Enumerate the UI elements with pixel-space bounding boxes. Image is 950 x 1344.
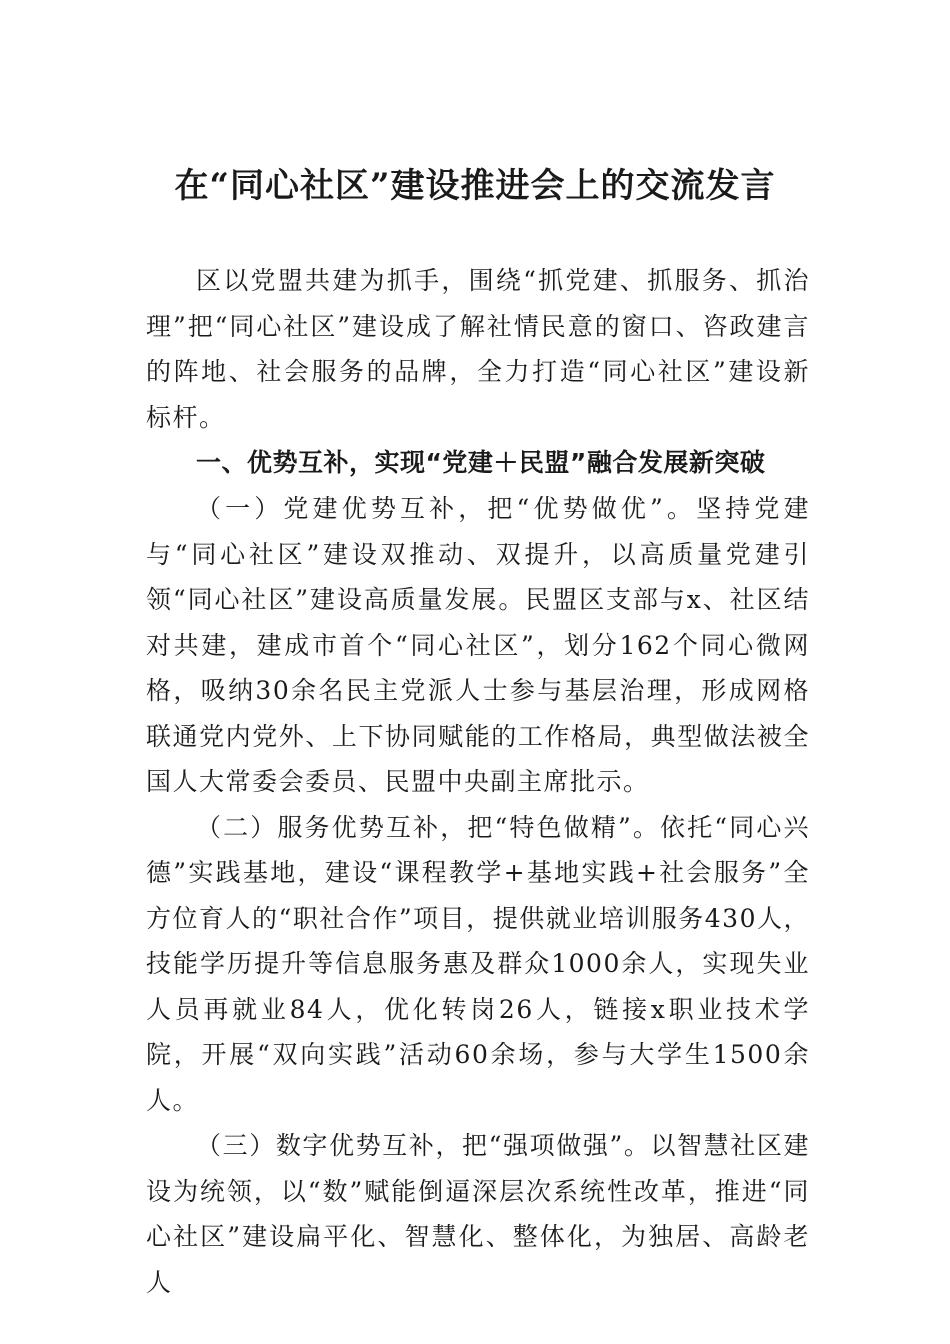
section-heading: 一、优势互补，实现“党建＋民盟”融合发展新突破 bbox=[196, 448, 766, 477]
subsection-paragraph-1 bbox=[146, 486, 810, 805]
subsection-lead-3: （三）数字优势互补，把“强项做强”。 bbox=[196, 1131, 651, 1160]
document-title: 在“同心社区”建设推进会上的交流发言 bbox=[174, 166, 776, 206]
subsection-text-3: 以智慧社区建设为统领，以“数”赋能倒逼深层次系统性改革，推进“同心社区”建设扁平化、智慧化、整体化，为独居、高龄老人 bbox=[146, 1131, 810, 1297]
subsection-paragraph-3 bbox=[146, 1123, 810, 1305]
subsection-paragraph-2 bbox=[146, 805, 810, 1124]
subsection-text-1: 坚持党建与“同心社区”建设双推动、双提升，以高质量党建引领“同心社区”建设高质量发展。民盟区支部与x、社区结对共建，建成市首个“同心社区”，划分162个同心微网格，吸纳30余名民主党派人士参与基层治理，形成网格联通党内党外、上下协同赋能的工作格局，典型做法被全国人大常委会委员、民盟中央副主席批示。 bbox=[146, 494, 810, 796]
subsection-lead-2: （二）服务优势互补，把“特色做精”。 bbox=[196, 812, 661, 842]
intro-paragraph: 区以党盟共建为抓手，围绕“抓党建、抓服务、抓治理”把“同心社区”建设成了解社情民意的窗口、咨政建言的阵地、社会服务的品牌，全力打造“同心社区”建设新标杆。 bbox=[146, 266, 810, 432]
subsection-text-2: 依托“同心兴德”实践基地，建设“课程教学+基地实践+社会服务”全方位育人的“职社合作”项目，提供就业培训服务430人，技能学历提升等信息服务惠及群众1000余人，实现失业人员再就业84人，优化转岗26人，链接x职业技术学院，开展“双向实践”活动60余场，参与大学生1500余人。 bbox=[146, 812, 810, 1115]
subsection-lead-1: （一）党建优势互补，把“优势做优”。 bbox=[196, 494, 697, 523]
document-body bbox=[146, 258, 810, 1305]
